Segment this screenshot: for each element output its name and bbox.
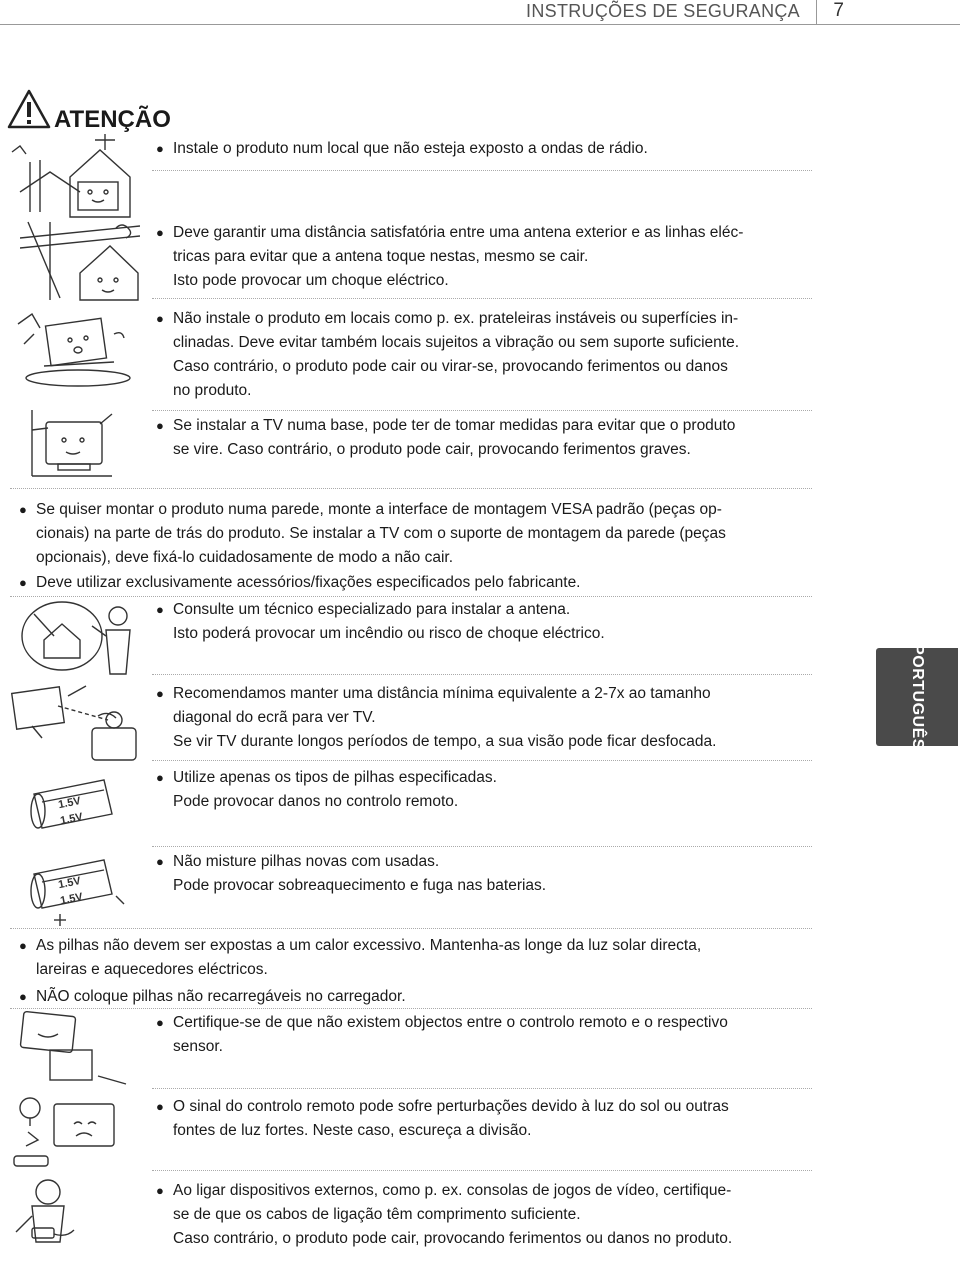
separator xyxy=(152,1088,812,1089)
battery-label-bottom: 1.5V xyxy=(59,811,84,828)
safety-item-non-rechargeable: ● NÃO coloque pilhas não recarregáveis no carregador. xyxy=(36,985,406,1009)
bullet-icon: ● xyxy=(156,418,164,433)
header-divider xyxy=(816,0,817,24)
unstable-shelf-tv-illustration xyxy=(14,304,144,394)
bullet-icon: ● xyxy=(156,1183,164,1198)
separator xyxy=(152,674,812,675)
safety-item-unstable-surface: ● Não instale o produto em locais como p. ex. prateleiras instáveis ou superfícies in- clinadas. Deve evitar também locais sujeitos a vibração ou sem suporte suficiente. Caso contrário, o produto pode cair ou virar-se, provocando ferimentos ou danos no produto. xyxy=(173,307,739,403)
page-number: 7 xyxy=(833,0,844,21)
bullet-icon: ● xyxy=(19,575,27,590)
separator xyxy=(10,928,812,929)
section-title: INSTRUÇÕES DE SEGURANÇA xyxy=(526,1,800,21)
separator xyxy=(152,298,812,299)
warning-triangle-icon xyxy=(6,88,52,135)
bullet-icon: ● xyxy=(156,854,164,869)
bullet-icon: ● xyxy=(19,938,27,953)
separator xyxy=(10,1008,812,1009)
outdoor-antenna-powerline-illustration xyxy=(20,218,140,303)
safety-item-viewing-distance: ● Recomendamos manter uma distância mínima equivalente a 2-7x ao tamanho diagonal do ecrã para ver TV. Se vir TV durante longos períodos de tempo, a sua visão pode ficar desfocada. xyxy=(173,682,716,754)
bullet-icon: ● xyxy=(156,225,164,240)
remote-sensor-obstruction-illustration xyxy=(10,1008,130,1088)
safety-item-remote-sensor: ● Certifique-se de que não existem objectos entre o controlo remoto e o respectivo sensor. xyxy=(173,1011,728,1059)
house-antenna-illustration xyxy=(10,132,140,222)
safety-item-mixed-batteries: ● Não misture pilhas novas com usadas. Pode provocar sobreaquecimento e fuga nas baterias. xyxy=(173,850,546,898)
warning-title: ATENÇÃO xyxy=(54,106,171,133)
separator xyxy=(10,488,812,489)
battery-label-old: 1.5V xyxy=(57,875,82,892)
header-rule xyxy=(0,24,960,25)
safety-item-external-devices: ● Ao ligar dispositivos externos, como p. ex. consolas de jogos de vídeo, certifique- se de que os cabos de ligação têm comprimento suficiente. Caso contrário, o produto pode cair, provocando ferimentos ou danos no produto. xyxy=(173,1179,732,1251)
sunlight-interference-illustration xyxy=(10,1090,134,1172)
safety-item-battery-type: ● Utilize apenas os tipos de pilhas especificadas. Pode provocar danos no controlo remoto. xyxy=(173,766,497,814)
safety-item-radio-waves: ● Instale o produto num local que não esteja exposto a ondas de rádio. xyxy=(173,137,648,161)
separator xyxy=(152,410,812,411)
bullet-icon: ● xyxy=(156,1015,164,1030)
tv-stand-strap-illustration xyxy=(24,400,114,480)
bullet-icon: ● xyxy=(156,1099,164,1114)
safety-item-strong-light: ● O sinal do controlo remoto pode sofre perturbações devido à luz do sol ou outras fontes de luz fortes. Neste caso, escureça a divisão. xyxy=(173,1095,729,1143)
battery-illustration-specified xyxy=(20,772,120,838)
safety-item-technician-antenna: ● Consulte um técnico especializado para instalar a antena. Isto poderá provocar um incêndio ou risco de choque eléctrico. xyxy=(173,598,605,646)
bullet-icon: ● xyxy=(156,311,164,326)
viewing-distance-illustration xyxy=(8,676,148,764)
bullet-icon: ● xyxy=(19,502,27,517)
external-device-cable-illustration xyxy=(8,1172,88,1256)
bullet-icon: ● xyxy=(156,602,164,617)
separator xyxy=(152,846,812,847)
separator xyxy=(152,760,812,761)
battery-illustration-mixed xyxy=(20,852,130,932)
battery-label-top: 1.5V xyxy=(57,795,82,812)
separator xyxy=(152,170,812,171)
safety-item-antenna-powerline: ● Deve garantir uma distância satisfatória entre uma antena exterior e as linhas eléc- tricas para evitar que a antena toque nestas, mesmo se cair. Isto pode provocar um choque eléctrico. xyxy=(173,221,743,293)
safety-item-accessories: ● Deve utilizar exclusivamente acessórios/fixações especificados pelo fabricante. xyxy=(36,571,581,595)
battery-label-new: 1.5V xyxy=(59,891,84,908)
separator xyxy=(10,596,812,597)
bullet-icon: ● xyxy=(156,686,164,701)
bullet-icon: ● xyxy=(156,141,164,156)
language-side-tab xyxy=(876,644,958,750)
safety-item-wall-mount: ● Se quiser montar o produto numa parede, monte a interface de montagem VESA padrão (peças op- cionais) na parte de trás do produto. Se instalar a TV com o suporte de montagem da parede (peças opcionais), deve fixá-lo cuidadosamente de modo a não cair. xyxy=(36,498,726,570)
bullet-icon: ● xyxy=(19,989,27,1004)
bullet-icon: ● xyxy=(156,770,164,785)
technician-antenna-illustration xyxy=(14,596,144,678)
safety-item-battery-heat: ● As pilhas não devem ser expostas a um calor excessivo. Mantenha-as longe da luz solar directa, lareiras e aquecedores eléctricos. xyxy=(36,934,701,982)
safety-item-tv-stand: ● Se instalar a TV numa base, pode ter de tomar medidas para evitar que o produto se vire. Caso contrário, o produto pode cair, provocando ferimentos graves. xyxy=(173,414,735,462)
separator xyxy=(152,1170,812,1171)
language-side-tab-label: PORTUGUÊS xyxy=(909,644,926,750)
